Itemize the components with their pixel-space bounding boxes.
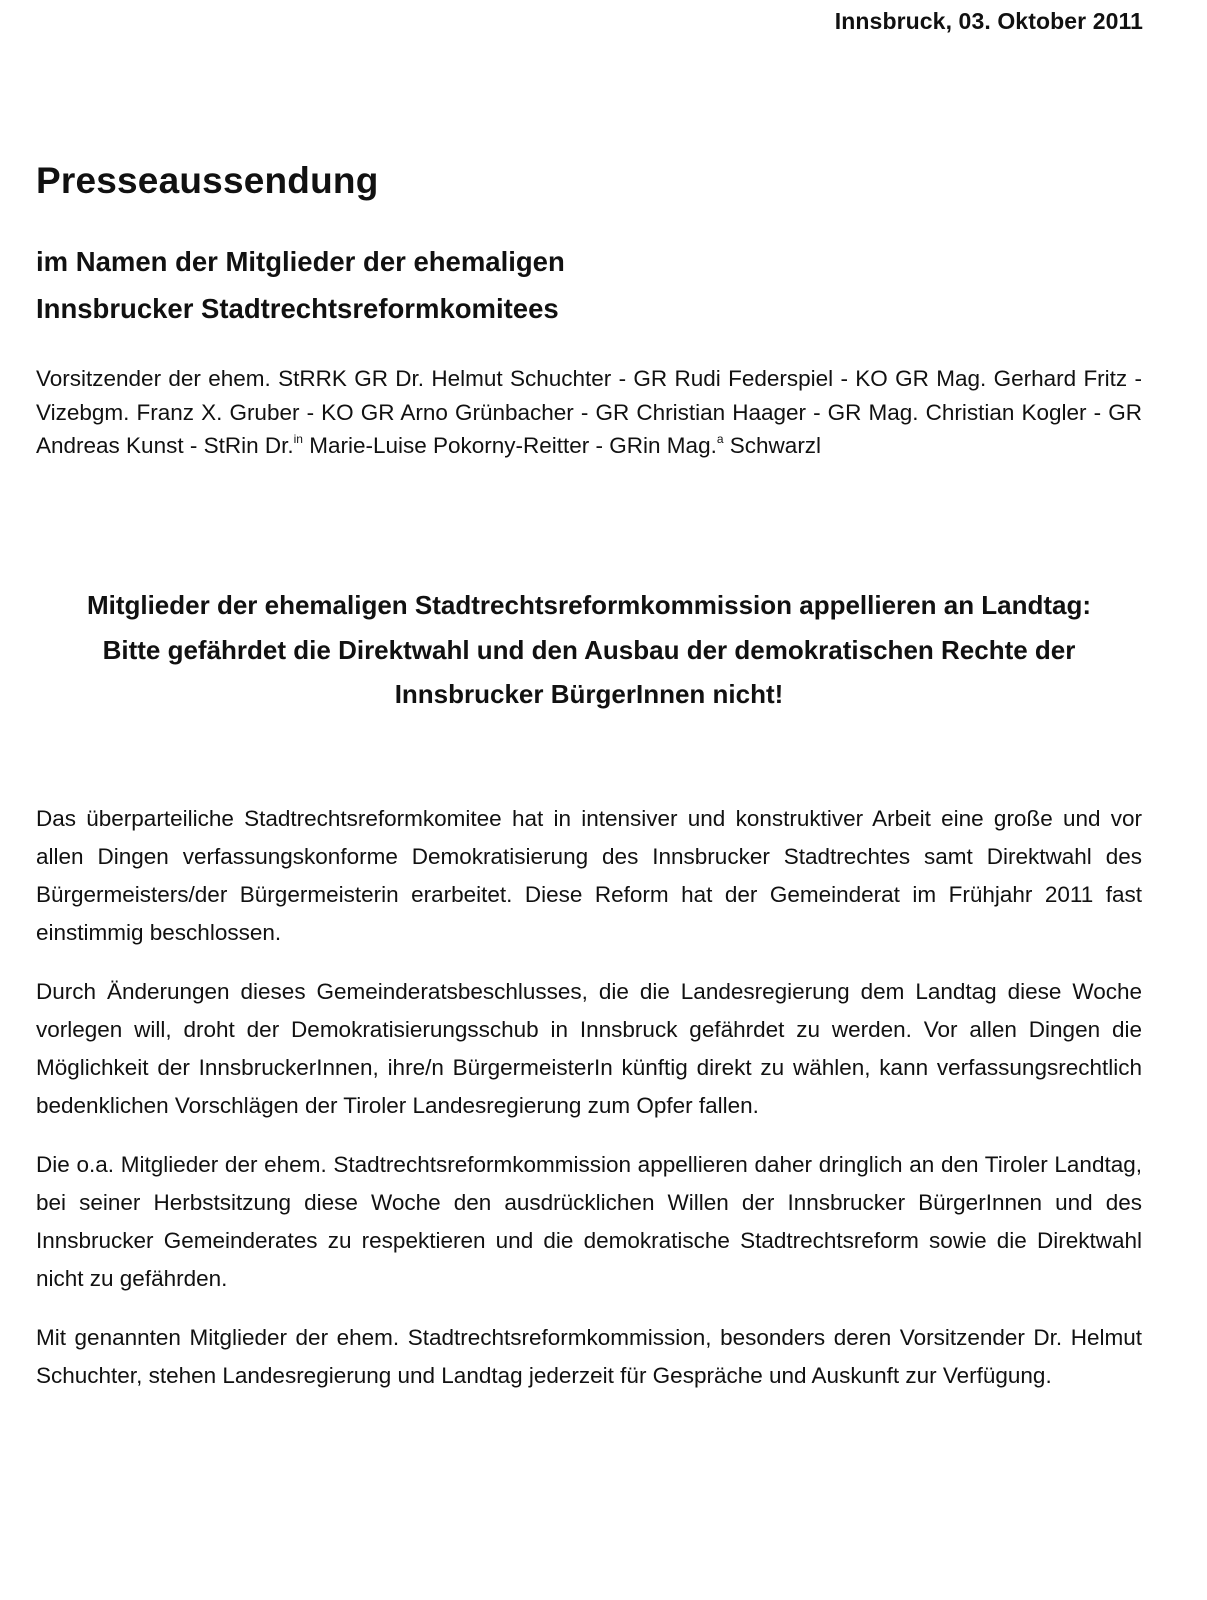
subtitle-line-1: im Namen der Mitglieder der ehemaligen [36, 246, 565, 277]
subtitle-line-2: Innsbrucker Stadtrechtsreformkomitees [36, 293, 559, 324]
members-superscript-2: a [716, 432, 724, 446]
press-headline [36, 583, 1142, 717]
paragraph-4: Mit genannten Mitglieder der ehem. Stadtrechtsreformkommission, besonders deren Vorsitzender Dr. Helmut Schuchter, stehen Landesregierung und Landtag jederzeit für Gespräche und Auskunft zur Verfügung. [36, 1325, 1142, 1388]
members-text-2: Marie-Luise Pokorny-Reitter - GRin Mag. [302, 433, 717, 458]
document-subtitle [36, 238, 565, 332]
headline-line-3: Innsbrucker BürgerInnen nicht! [394, 679, 784, 709]
body-text [36, 800, 1142, 1416]
paragraph-2: Durch Änderungen dieses Gemeinderatsbeschlusses, die die Landesregierung dem Landtag diese Woche vorlegen will, droht der Demokratisierungsschub in Innsbruck gefährdet zu werden. Vor allen Dingen die Möglichkeit der InnsbruckerInnen, ihre/n BürgermeisterIn künftig direkt zu wählen, kann verfassungsrechtlich bedenklichen Vorschlägen der Tiroler Landesregierung zum Opfer fallen. [36, 979, 1142, 1118]
committee-members [36, 362, 1142, 463]
headline-line-2: Bitte gefährdet die Direktwahl und den Ausbau der demokratischen Rechte der [102, 634, 1076, 665]
members-superscript-1: in [293, 432, 303, 446]
date-line: Innsbruck, 03. Oktober 2011 [834, 8, 1143, 34]
paragraph-3: Die o.a. Mitglieder der ehem. Stadtrechtsreformkommission appellieren daher dringlich an den Tiroler Landtag, bei seiner Herbstsitzung diese Woche den ausdrücklichen Willen der Innsbrucker BürgerInnen und des Innsbrucker Gemeinderates zu respektieren und die demokratische Stadtrechtsreform sowie die Direktwahl nicht zu gefährden. [36, 1152, 1142, 1291]
headline-line-1: Mitglieder der ehemaligen Stadtrechtsreformkommission appellieren an Landtag: [86, 590, 1092, 620]
paragraph-1: Das überparteiliche Stadtrechtsreformkomitee hat in intensiver und konstruktiver Arbeit eine große und vor allen Dingen verfassungskonforme Demokratisierung des Innsbrucker Stadtrechtes samt Direktwahl des Bürgermeisters/der Bürgermeisterin erarbeitet. Diese Reform hat der Gemeinderat im Frühjahr 2011 fast einstimmig beschlossen. [36, 806, 1142, 945]
document-title: Presseaussendung [36, 160, 379, 201]
members-text-3: Schwarzl [723, 433, 822, 458]
members-text-1: Vorsitzender der ehem. StRRK GR Dr. Helmut Schuchter - GR Rudi Federspiel - KO GR Mag. Gerhard Fritz - Vizebgm. Franz X. Gruber - KO GR Arno Grünbacher - GR Christian Haager - GR Mag. Christian Kogler - GR Andreas Kunst - StRin Dr. [36, 366, 1142, 458]
